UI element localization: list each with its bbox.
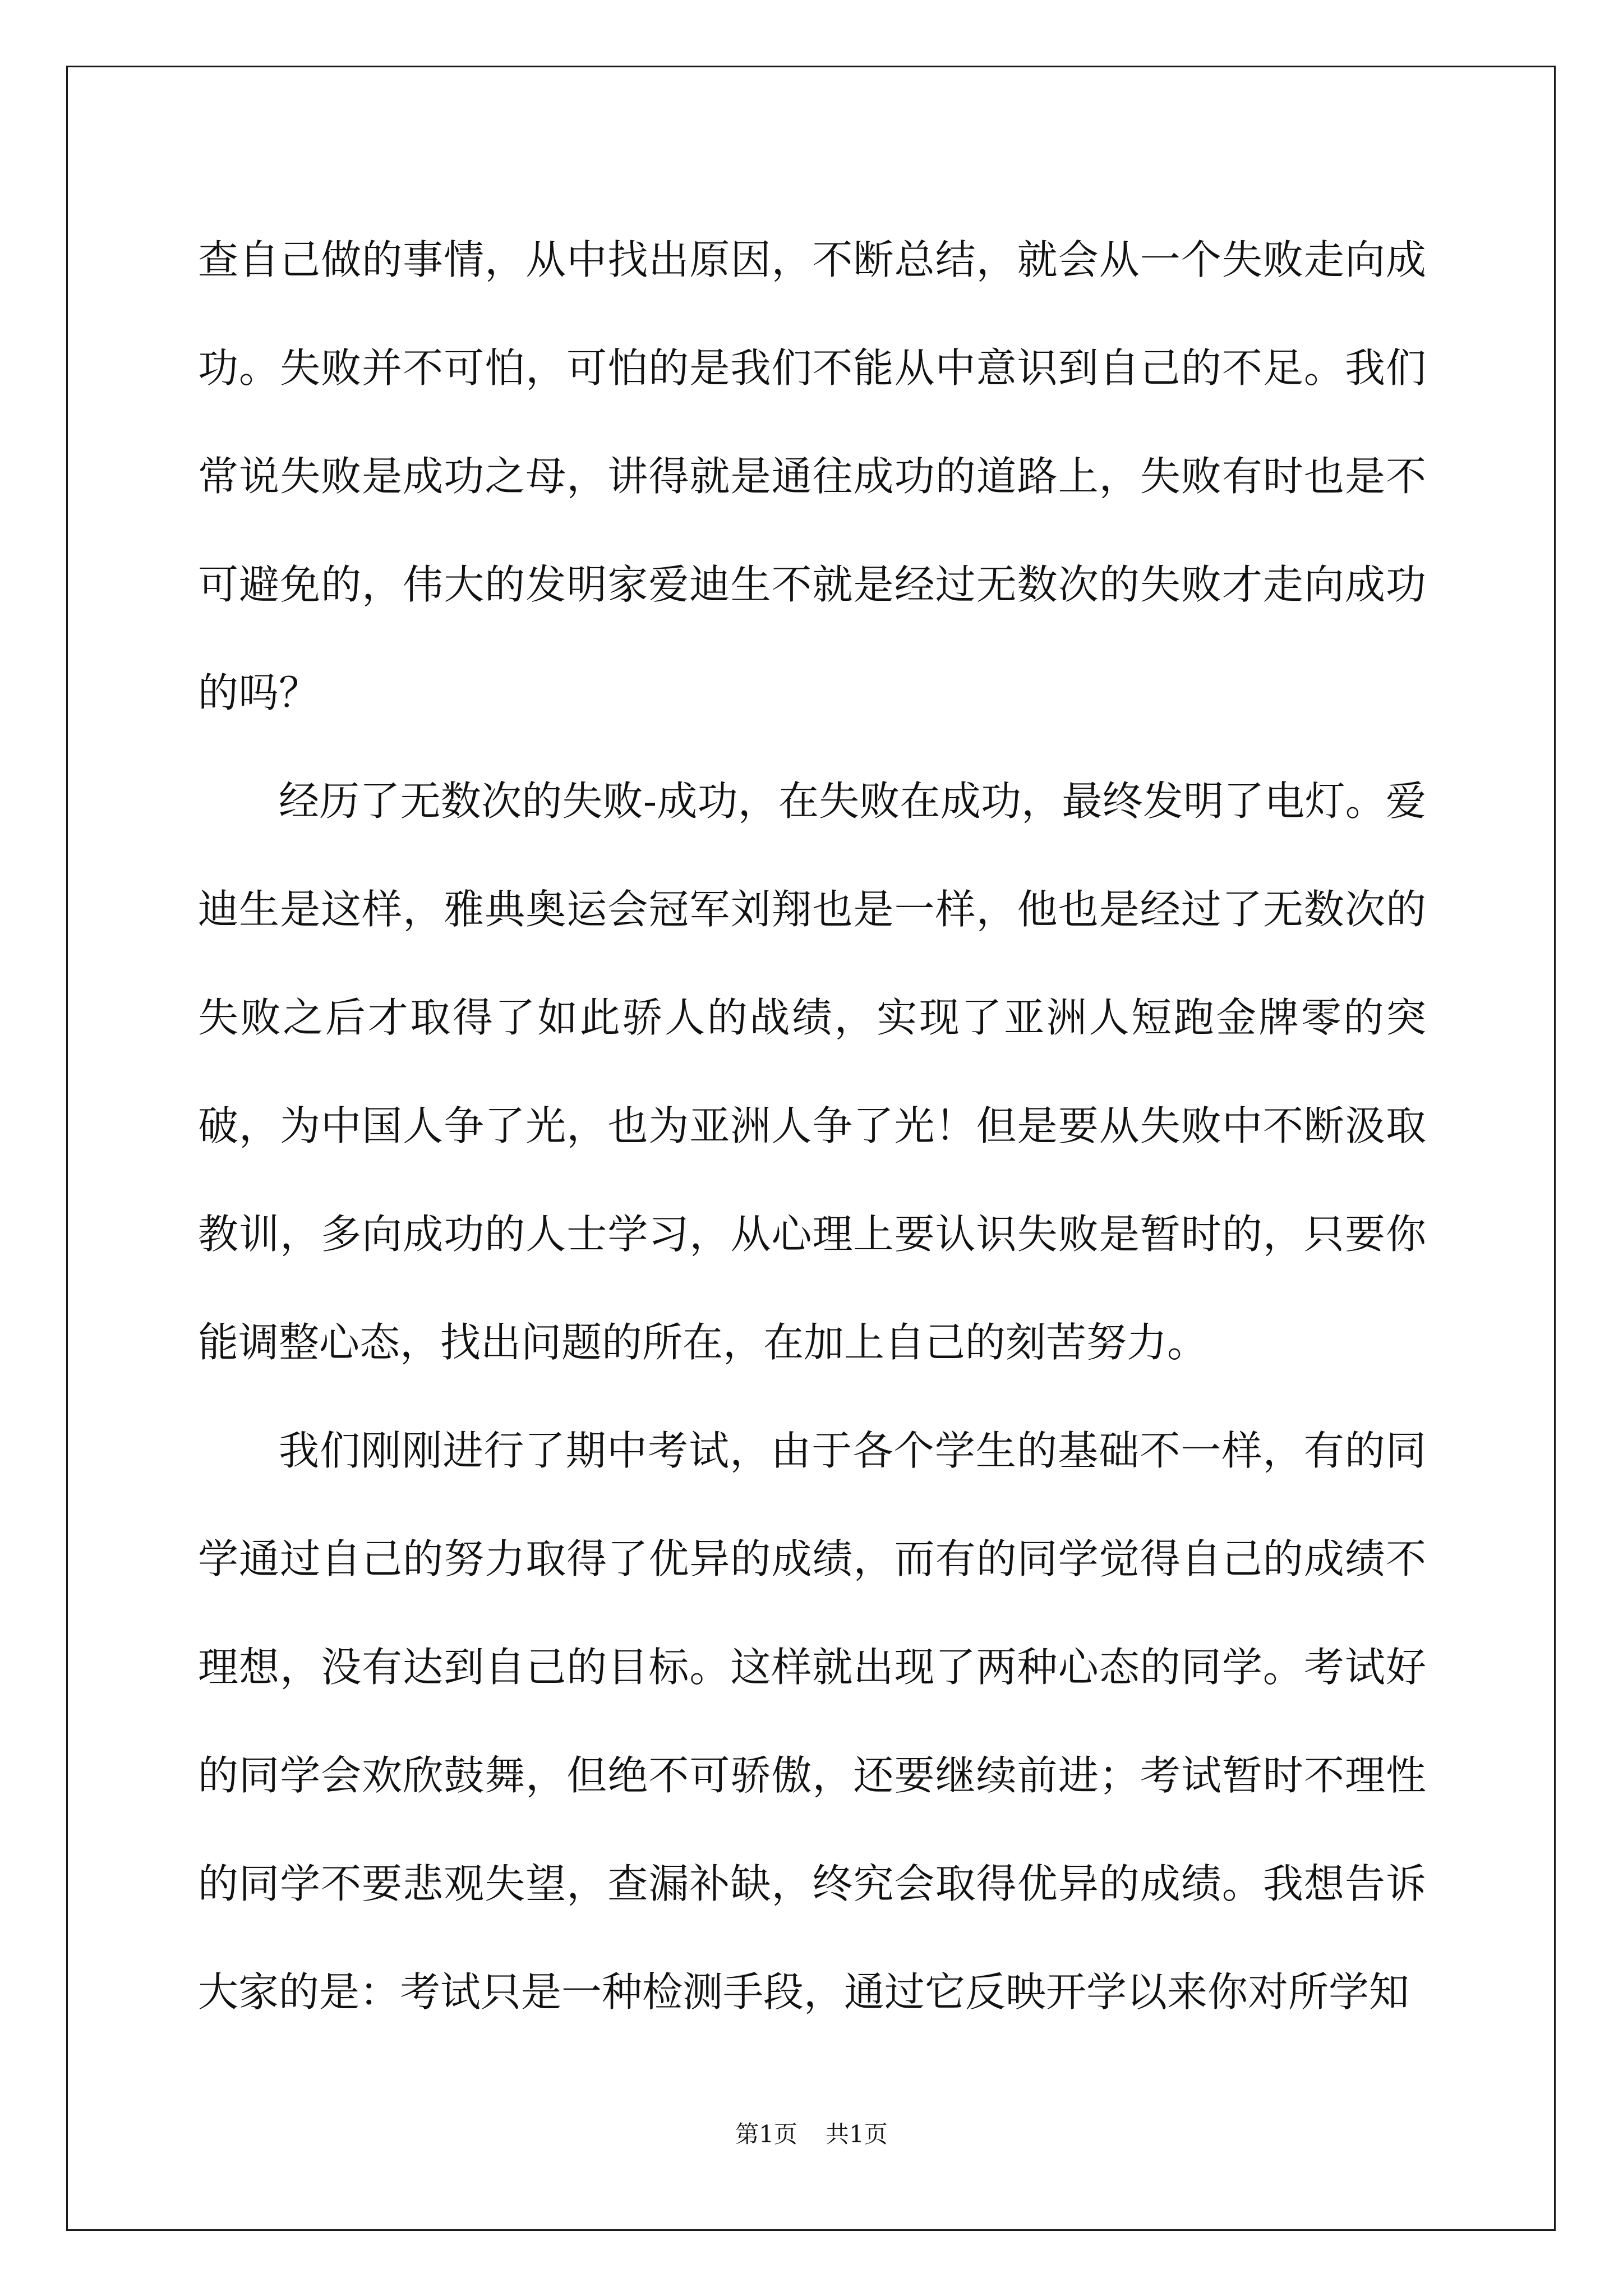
page-number-total: 共1页 [826, 2120, 888, 2148]
document-body [198, 206, 1426, 2046]
page-footer [0, 2118, 1623, 2151]
paragraph-1: 查自己做的事情，从中找出原因，不断总结，就会从一个失败走向成功。失败并不可怕，可怕的是我们不能从中意识到自己的不足。我们常说失败是成功之母，讲得就是通往成功的道路上，失败有时也是不可避免的，伟大的发明家爱迪生不就是经过无数次的失败才走向成功的吗？ [198, 236, 1426, 716]
paragraph-2: 经历了无数次的失败-成功，在失败在成功，最终发明了电灯。爱迪生是这样，雅典奥运会冠军刘翔也是一样，他也是经过了无数次的失败之后才取得了如此骄人的战绩，实现了亚洲人短跑金牌零的突破，为中国人争了光，也为亚洲人争了光！但是要从失败中不断汲取教训，多向成功的人士学习，从心理上要认识失败是暂时的，只要你能调整心态，找出问题的所在，在加上自己的刻苦努力。 [198, 777, 1426, 1366]
page-number-current: 第1页 [735, 2120, 797, 2148]
paragraph-3: 我们刚刚进行了期中考试，由于各个学生的基础不一样，有的同学通过自己的努力取得了优异的成绩，而有的同学觉得自己的成绩不理想，没有达到自己的目标。这样就出现了两种心态的同学。考试好的同学会欢欣鼓舞，但绝不可骄傲，还要继续前进；考试暂时不理性的同学不要悲观失望，查漏补缺，终究会取得优异的成绩。我想告诉大家的是：考试只是一种检测手段，通过它反映开学以来你对所学知 [198, 1427, 1426, 2016]
